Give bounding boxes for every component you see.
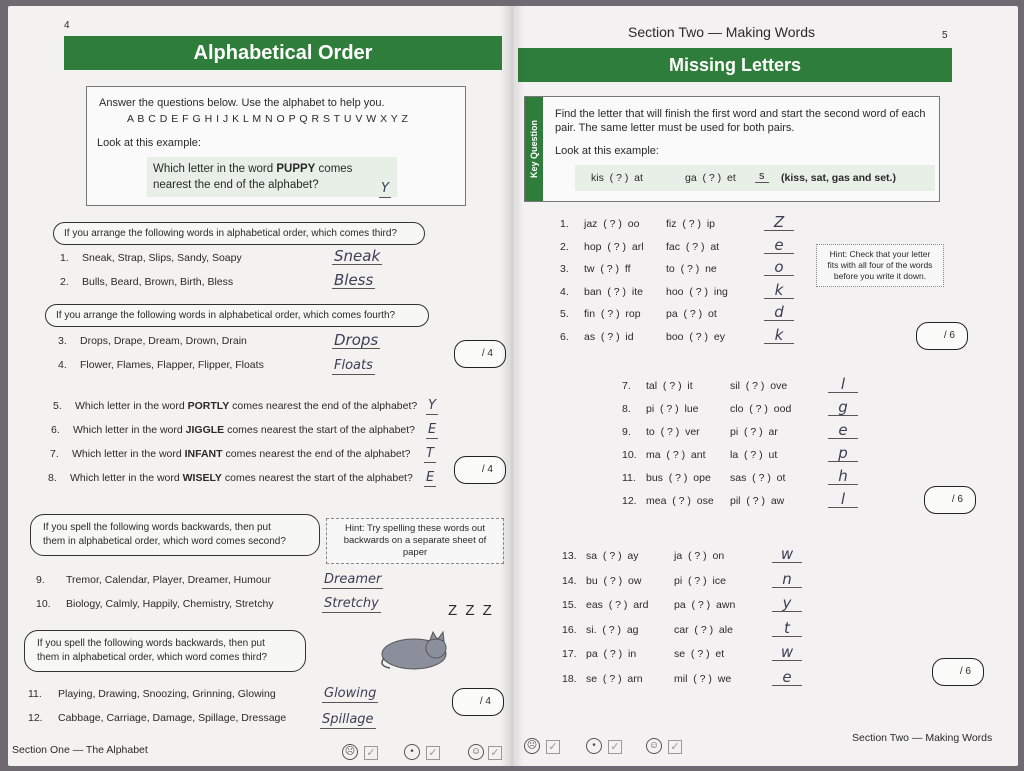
question-9: 9. Tremor, Calendar, Player, Dreamer, Humour — [36, 574, 272, 586]
question-15: 15. eas ( ? ) ard — [562, 599, 649, 611]
answer-4[interactable]: k — [764, 282, 794, 299]
hint-line3: before you write it down. — [833, 271, 927, 281]
example-text-pre: Which letter in the word — [153, 163, 277, 175]
hint-box — [816, 244, 944, 287]
tick-box-icon[interactable]: ✓ — [488, 746, 502, 760]
answer-11[interactable]: h — [828, 468, 858, 485]
example-highlight — [575, 165, 935, 191]
section4-prompt-line2: them in alphabetical order, which word comes second? — [43, 536, 286, 547]
answer-16[interactable]: t — [772, 620, 802, 637]
sleeping-cat-icon — [376, 618, 456, 672]
question-16: 16. si. ( ? ) ag — [562, 623, 639, 636]
footer-left: Section One — The Alphabet — [12, 744, 148, 756]
answer-12[interactable]: Spillage — [322, 712, 374, 727]
answer-2[interactable]: e — [764, 237, 794, 254]
question-2: 2. hop ( ? ) arl — [560, 240, 644, 253]
answer-11[interactable]: Glowing — [324, 686, 377, 701]
answer-15[interactable]: y — [772, 595, 802, 612]
question-3: 3. Drops, Drape, Dream, Drown, Drain — [58, 335, 247, 347]
question-2: 2. Bulls, Beard, Brown, Birth, Bless — [60, 276, 234, 288]
example-label: Look at this example: — [97, 137, 201, 149]
question-3: 3. tw ( ? ) ff — [560, 263, 631, 275]
example-answer: s — [755, 170, 769, 183]
question-3-pair: to ( ? ) ne — [666, 263, 717, 275]
zzz-text: Z Z Z — [448, 602, 494, 619]
section5-prompt — [24, 630, 306, 672]
question-13-pair: ja ( ? ) on — [674, 550, 725, 562]
score-box[interactable]: / 6 — [932, 658, 984, 686]
alphabet: A B C D E F G H I J K L M N O P Q R S T U V W X Y Z — [127, 113, 409, 125]
question-10-pair: la ( ? ) ut — [730, 449, 778, 461]
tick-box-icon[interactable]: ✓ — [426, 746, 440, 760]
example-answer: Y — [381, 181, 389, 196]
score-box[interactable]: / 4 — [454, 456, 506, 484]
question-6-pair: boo ( ? ) ey — [666, 330, 725, 343]
tick-box-icon[interactable]: ✓ — [364, 746, 378, 760]
footer-right: Section Two — Making Words — [852, 732, 993, 744]
neutral-face-icon[interactable]: • — [404, 744, 420, 760]
question-1: 1. Sneak, Strap, Slips, Sandy, Soapy — [60, 252, 242, 264]
example-note: (kiss, sat, gas and set.) — [781, 172, 896, 184]
question-14: 14. bu ( ? ) ow — [562, 574, 642, 587]
answer-14[interactable]: n — [772, 571, 802, 588]
tick-box-icon[interactable]: ✓ — [608, 740, 622, 754]
question-18-pair: mil ( ? ) we — [674, 672, 732, 685]
hint-line2: fits with all four of the words — [827, 260, 933, 270]
question-13: 13. sa ( ? ) ay — [562, 550, 639, 562]
question-7: 7. tal ( ? ) it — [622, 380, 693, 392]
neutral-face-icon[interactable]: • — [586, 738, 602, 754]
page-title: Alphabetical Order — [64, 36, 502, 70]
question-10: 10. ma ( ? ) ant — [622, 449, 706, 461]
question-4: 4. Flower, Flames, Flapper, Flipper, Floats — [58, 359, 264, 371]
answer-9[interactable]: e — [828, 422, 858, 439]
page-number: 5 — [942, 30, 948, 41]
answer-1[interactable]: Z — [764, 214, 794, 231]
question-1-pair: fiz ( ? ) ip — [666, 218, 716, 230]
answer-6[interactable]: E — [428, 422, 437, 437]
answer-18[interactable]: e — [772, 669, 802, 686]
question-18: 18. se ( ? ) arn — [562, 672, 643, 685]
answer-10[interactable]: Stretchy — [324, 596, 379, 611]
answer-4[interactable]: Floats — [334, 358, 373, 373]
section4-prompt-line1: If you spell the following words backwards, then put — [43, 522, 271, 533]
question-2-pair: fac ( ? ) at — [666, 240, 720, 253]
intro-box — [86, 86, 466, 206]
answer-5[interactable]: d — [764, 304, 794, 321]
section1-prompt: If you arrange the following words in alphabetical order, which comes third? — [53, 222, 425, 245]
example-word: PUPPY — [276, 163, 316, 175]
question-9: 9. to ( ? ) ver — [622, 426, 700, 438]
question-10: 10. Biology, Calmly, Happily, Chemistry, Stretchy — [36, 598, 274, 610]
answer-6[interactable]: k — [764, 327, 794, 344]
sad-face-icon[interactable]: ☹ — [524, 738, 540, 754]
key-question-label: Key Question — [525, 97, 543, 201]
question-15-pair: pa ( ? ) awn — [674, 599, 736, 611]
happy-face-icon[interactable]: ☺ — [468, 744, 484, 760]
answer-1[interactable]: Sneak — [334, 247, 381, 265]
answer-7[interactable]: T — [426, 446, 434, 461]
question-11: 11. Playing, Drawing, Snoozing, Grinning, Glowing — [28, 688, 276, 700]
book-spine — [500, 6, 524, 766]
question-8: 8. pi ( ? ) lue — [622, 403, 699, 415]
page-number: 4 — [64, 20, 70, 31]
question-1: 1. jaz ( ? ) oo — [560, 218, 640, 230]
answer-17[interactable]: w — [772, 644, 802, 661]
question-11: 11. bus ( ? ) ope — [622, 472, 711, 484]
example-label: Look at this example: — [555, 145, 659, 157]
score-box[interactable]: / 4 — [452, 688, 504, 716]
answer-7[interactable]: l — [828, 376, 858, 393]
intro-instruction: Find the letter that will finish the first word and start the second word of each pair. The same letter must be used for both pairs. — [555, 108, 926, 134]
question-11-pair: sas ( ? ) ot — [730, 472, 786, 484]
question-5-pair: pa ( ? ) ot — [666, 308, 717, 320]
score-box[interactable]: / 6 — [924, 486, 976, 514]
question-5: 5. fin ( ? ) rop — [560, 308, 641, 320]
answer-8[interactable]: g — [828, 399, 858, 416]
example-b: ga ( ? ) et — [685, 172, 736, 184]
sad-face-icon[interactable]: ☹ — [342, 744, 358, 760]
intro-instruction: Answer the questions below. Use the alphabet to help you. — [99, 97, 385, 109]
page-title: Missing Letters — [518, 48, 952, 82]
left-page — [8, 6, 512, 766]
question-16-pair: car ( ? ) ale — [674, 623, 733, 636]
example-line2: nearest the end of the alphabet? — [153, 179, 319, 191]
hint-line1: Hint: Check that your letter — [829, 249, 931, 259]
section4-prompt — [30, 514, 320, 556]
answer-5[interactable]: Y — [428, 398, 436, 413]
answer-8[interactable]: E — [426, 470, 435, 485]
question-12-pair: pil ( ? ) aw — [730, 495, 785, 507]
answer-12[interactable]: l — [828, 491, 858, 508]
question-14-pair: pi ( ? ) ice — [674, 574, 726, 587]
example-highlight — [147, 157, 397, 197]
example-a: kis ( ? ) at — [591, 172, 643, 184]
happy-face-icon[interactable]: ☺ — [646, 738, 662, 754]
tick-box-icon[interactable]: ✓ — [668, 740, 682, 754]
question-7: 7. Which letter in the word INFANT comes nearest the end of the alphabet? — [50, 448, 411, 460]
right-page — [512, 6, 1018, 766]
section2-prompt: If you arrange the following words in alphabetical order, which comes fourth? — [45, 304, 429, 327]
section5-prompt-line2: them in alphabetical order, which word comes third? — [37, 652, 268, 663]
section-header: Section Two — Making Words — [628, 24, 816, 40]
question-9-pair: pi ( ? ) ar — [730, 426, 778, 438]
answer-3[interactable]: o — [764, 259, 794, 276]
question-7-pair: sil ( ? ) ove — [730, 380, 788, 392]
example-text-post: comes — [315, 163, 353, 175]
question-5: 5. Which letter in the word PORTLY comes nearest the end of the alphabet? — [53, 400, 418, 412]
section5-prompt-line1: If you spell the following words backwards, then put — [37, 638, 265, 649]
answer-3[interactable]: Drops — [334, 331, 379, 349]
tick-box-icon[interactable]: ✓ — [546, 740, 560, 754]
answer-9[interactable]: Dreamer — [324, 572, 382, 587]
score-box[interactable]: / 6 — [916, 322, 968, 350]
question-6: 6. as ( ? ) id — [560, 330, 634, 343]
question-17: 17. pa ( ? ) in — [562, 648, 637, 660]
answer-13[interactable]: w — [772, 546, 802, 563]
hint-line1: Hint: Try spelling these words out — [345, 523, 485, 534]
intro-box — [524, 96, 940, 202]
answer-10[interactable]: p — [828, 445, 858, 462]
question-4: 4. ban ( ? ) ite — [560, 285, 643, 298]
question-6: 6. Which letter in the word JIGGLE comes nearest the start of the alphabet? — [51, 424, 416, 436]
score-box[interactable]: / 4 — [454, 340, 506, 368]
answer-2[interactable]: Bless — [334, 271, 374, 289]
hint-line2: backwards on a separate sheet of paper — [343, 535, 487, 558]
question-17-pair: se ( ? ) et — [674, 648, 725, 660]
hint-box — [326, 518, 504, 564]
question-12: 12. mea ( ? ) ose — [622, 495, 714, 507]
question-8: 8. Which letter in the word WISELY comes nearest the start of the alphabet? — [48, 472, 413, 484]
question-12: 12. Cabbage, Carriage, Damage, Spillage, Dressage — [28, 712, 287, 724]
question-4-pair: hoo ( ? ) ing — [666, 285, 728, 298]
question-8-pair: clo ( ? ) ood — [730, 403, 792, 415]
